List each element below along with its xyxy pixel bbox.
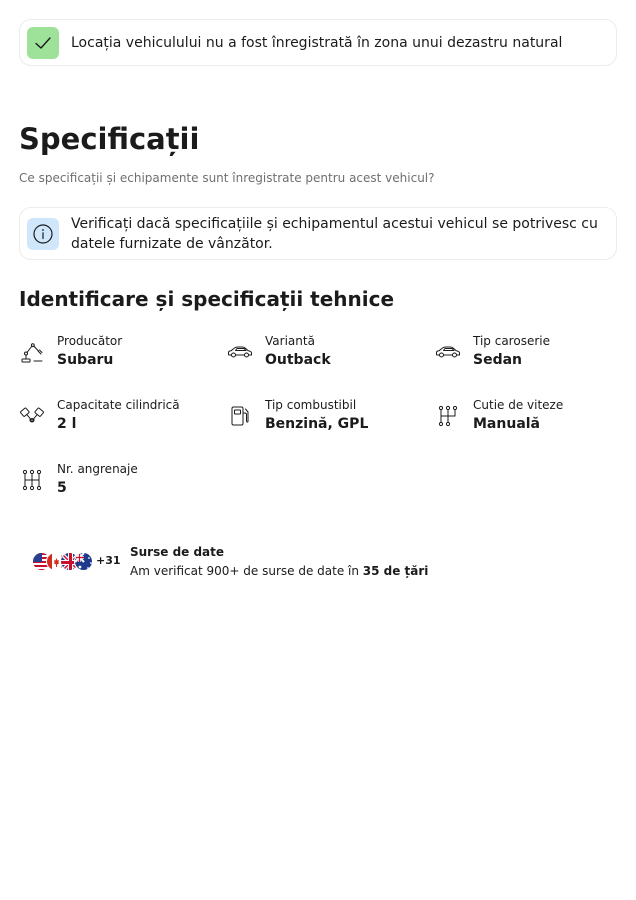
- more-countries-count: +31: [96, 554, 121, 567]
- car-icon: [227, 339, 253, 365]
- spec-value: Manuală: [473, 416, 541, 432]
- spec-label: Nr. angrenaje: [57, 462, 138, 476]
- sources-title: Surse de date: [130, 545, 225, 559]
- au-flag-icon: [74, 552, 93, 571]
- sources-country-count: 35 de țări: [362, 564, 429, 578]
- spec-label: Capacitate cilindrică: [57, 398, 180, 412]
- section-subtitle: Ce specificații și echipamente sunt înregistrate pentru acest vehicul?: [19, 171, 435, 185]
- gearbox-icon: [435, 403, 461, 429]
- sources-text: [130, 563, 428, 579]
- data-sources: [32, 543, 592, 583]
- spec-gear-count: [19, 461, 209, 505]
- spec-value: Sedan: [473, 352, 523, 368]
- info-icon: [27, 218, 59, 250]
- car-body-icon: [435, 339, 461, 365]
- spec-body-type: [435, 333, 625, 377]
- spec-value: Outback: [265, 352, 331, 368]
- engine-pistons-icon: [19, 403, 45, 429]
- spec-value: Benzină, GPL: [265, 416, 369, 432]
- disaster-status-alert: [19, 19, 617, 66]
- spec-transmission: [435, 397, 625, 441]
- gear-shift-icon: [19, 467, 45, 493]
- spec-fuel-type: [227, 397, 417, 441]
- spec-label: Tip caroserie: [473, 334, 550, 348]
- page-title: Specificații: [19, 122, 200, 156]
- verification-notice-text: Verificați dacă specificațiile și echipamentul acestui vehicul se potrivesc cu datele furnizate de vânzător.: [71, 216, 598, 252]
- spec-label: Producător: [57, 334, 123, 348]
- fuel-pump-icon: [227, 403, 253, 429]
- spec-value: 5: [57, 480, 67, 496]
- spec-value: Subaru: [57, 352, 114, 368]
- spec-variant: [227, 333, 417, 377]
- spec-displacement: [19, 397, 209, 441]
- robot-arm-icon: [19, 339, 45, 365]
- technical-specs-title: Identificare și specificații tehnice: [19, 287, 395, 311]
- check-icon: [27, 27, 59, 59]
- verification-notice: [19, 207, 617, 260]
- spec-label: Variantă: [265, 334, 315, 348]
- spec-value: 2 l: [57, 416, 77, 432]
- spec-label: Tip combustibil: [265, 398, 357, 412]
- sources-text-prefix: Am verificat 900+ de surse de date în: [130, 564, 363, 578]
- spec-manufacturer: [19, 333, 209, 377]
- disaster-status-text: Locația vehiculului nu a fost înregistrată în zona unui dezastru natural: [71, 35, 563, 51]
- spec-label: Cutie de viteze: [473, 398, 564, 412]
